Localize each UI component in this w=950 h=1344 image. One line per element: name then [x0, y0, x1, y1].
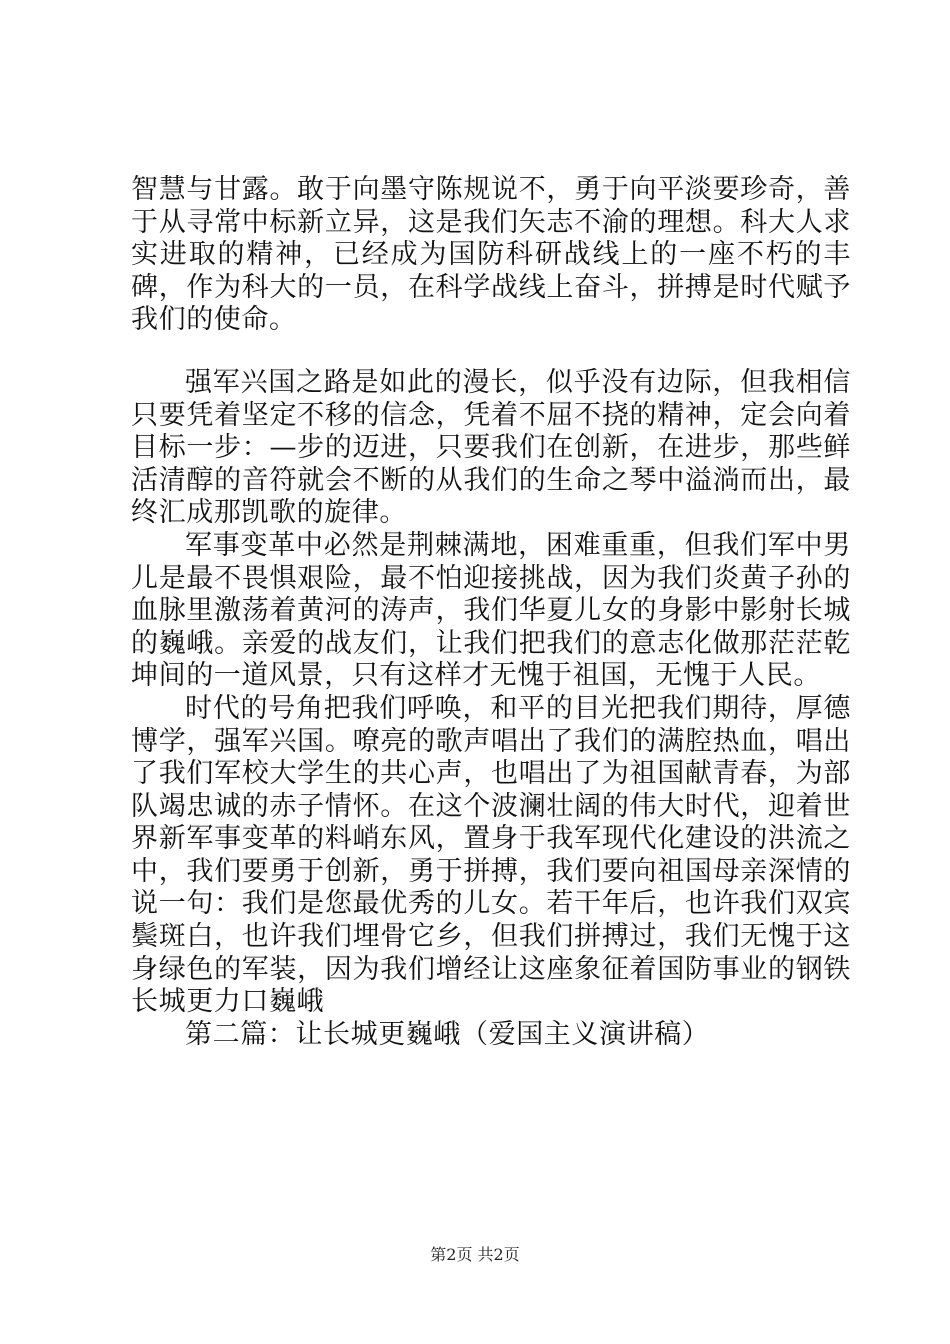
page-footer: 第2页 共2页	[430, 1245, 520, 1264]
paragraph-military-reform: 军事变革中必然是荆棘满地，困难重重，但我们军中男儿是最不畏惧艰险，最不怕迎接挑战，因为我们炎黄子孙的血脉里激荡着黄河的涛声，我们华夏儿女的身影中影射长城的巍峨。亲爱的战友们，让我们把我们的意志化做那茫茫乾坤间的一道风景，只有这样才无愧于祖国，无愧于人民。	[131, 529, 851, 692]
section-heading-part-two: 第二篇：让长城更巍峨（爱国主义演讲稿）	[185, 1018, 710, 1050]
paragraph-era-call: 时代的号角把我们呼唤，和平的目光把我们期待，厚德博学，强军兴国。嘹亮的歌声唱出了我们的满腔热血，唱出了我们军校大学生的共心声，也唱出了为祖国献青春，为部队竭忠诚的赤子情怀。在这个波澜壮阔的伟大时代，迎着世界新军事变革的料峭东风，置身于我军现代化建设的洪流之中，我们要勇于创新，勇于拼搏，我们要向祖国母亲深情的说一句：我们是您最优秀的儿女。若干年后，也许我们双宾鬓斑白，也许我们埋骨它乡，但我们拼搏过，我们无愧于这身绿色的军装，因为我们增经让这座象征着国防事业的钢铁长城更力口巍峨	[131, 692, 851, 1018]
paragraph-continuation: 智慧与甘露。敢于向墨守陈规说不，勇于向平淡要珍奇，善于从寻常中标新立异，这是我们矢志不渝的理想。科大人求实进取的精神，已经成为国防科研战线上的一座不朽的丰碑，作为科大的一员，在科学战线上奋斗，拼搏是时代赋予我们的使命。	[131, 174, 851, 336]
body-text	[131, 174, 851, 1051]
paragraph-road-to-strength: 强军兴国之路是如此的漫长，似乎没有边际，但我相信只要凭着坚定不移的信念，凭着不屈不挠的精神，定会向着目标一步：—步的迈进，只要我们在创新，在进步，那些鲜活清醇的音符就会不断的从我们的生命之琴中溢淌而出，最终汇成那凯歌的旋律。	[131, 366, 851, 529]
paragraph-gap	[131, 337, 851, 367]
